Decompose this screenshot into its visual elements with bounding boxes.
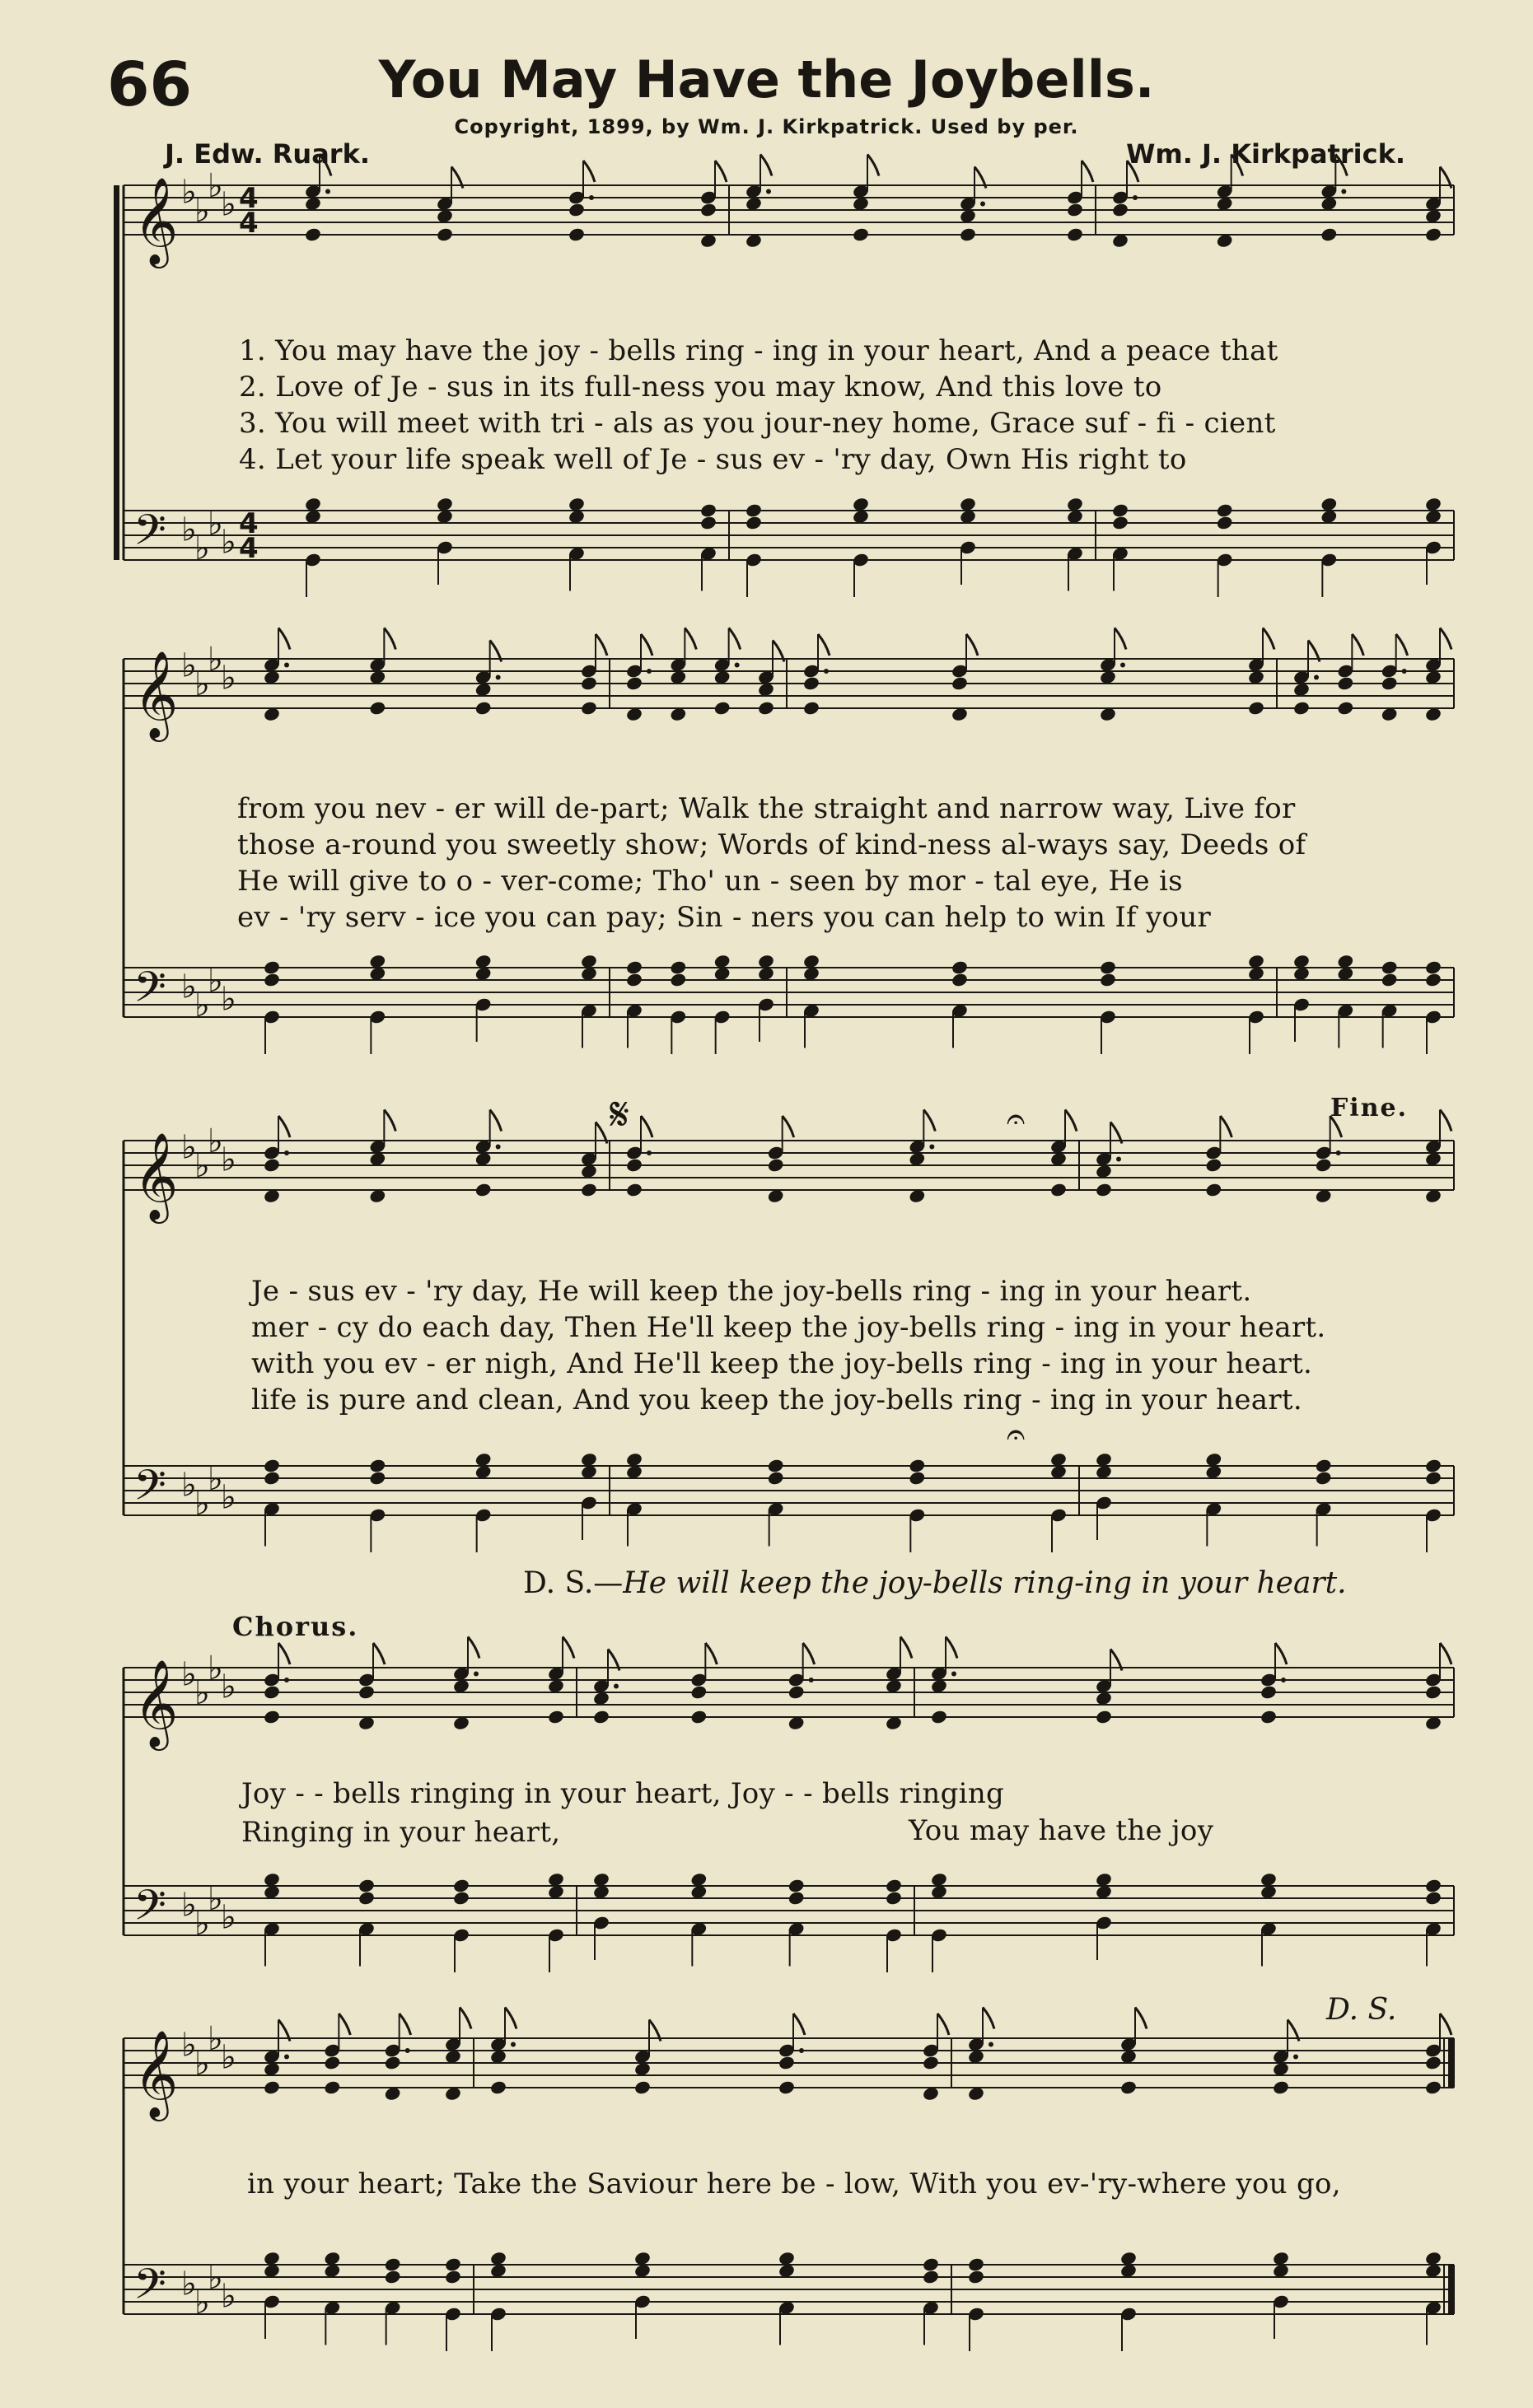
bass-clef-icon: 𝄢 <box>133 505 166 565</box>
note-head <box>699 515 717 530</box>
note-flag <box>818 634 830 656</box>
note-head <box>689 1684 708 1700</box>
dot-augmentation <box>1281 1678 1286 1682</box>
note-head <box>1424 959 1442 975</box>
note-head <box>951 959 969 975</box>
flat-sign-icon: ♭ <box>181 2265 197 2303</box>
note-head <box>745 502 763 518</box>
note-head <box>1424 226 1442 242</box>
lyric-verse4-line2: ev - 'ry serv - ice you can pay; Sin - ners you can help to win If your <box>237 901 1212 934</box>
dot-augmentation <box>929 1145 934 1150</box>
note-head <box>633 2079 652 2095</box>
note-head <box>922 2055 940 2070</box>
flat-sign-icon: ♭ <box>208 962 223 1000</box>
chorus-label: Chorus. <box>232 1611 359 1642</box>
dot-augmentation <box>799 2048 804 2053</box>
note-flag <box>641 634 652 656</box>
note-head <box>908 1458 926 1473</box>
note-head <box>625 675 643 691</box>
note-flag <box>384 628 395 650</box>
note-head <box>263 1470 281 1486</box>
dot-augmentation <box>766 189 771 194</box>
note-head <box>1424 1470 1442 1486</box>
note-flag <box>1440 1110 1451 1132</box>
note-head <box>669 959 687 975</box>
note-head <box>452 1878 470 1893</box>
note-head <box>1099 959 1117 975</box>
ds-prefix: D. S.— <box>523 1566 624 1600</box>
flat-sign-icon: ♭ <box>221 659 236 698</box>
note-flag <box>760 155 772 176</box>
note-head <box>1216 502 1234 518</box>
note-flag <box>400 2014 411 2035</box>
note-head <box>358 1878 376 1893</box>
note-head <box>951 675 969 691</box>
dot-augmentation <box>496 675 501 680</box>
note-flag <box>1263 628 1274 650</box>
note-head <box>930 1709 948 1724</box>
ds-instruction <box>523 1566 1347 1600</box>
flat-sign-icon: ♭ <box>194 1674 210 1712</box>
note-head <box>1424 2079 1442 2095</box>
bass-clef-icon: 𝄢 <box>133 1460 166 1520</box>
time-sig-top: 4 <box>239 507 259 540</box>
note-head <box>358 1890 376 1906</box>
note-flag <box>468 1637 479 1659</box>
note-head <box>263 1458 281 1473</box>
flat-sign-icon: ♭ <box>221 980 236 1019</box>
flat-sign-icon: ♭ <box>181 1886 197 1925</box>
chorus-soprano-lyric: Joy - - bells ringing in your heart, Joy - - bells ringing <box>241 1777 1005 1810</box>
dot-augmentation <box>1293 2055 1298 2060</box>
note-flag <box>983 2008 994 2029</box>
note-flag <box>563 1637 574 1659</box>
note-head <box>1292 700 1311 716</box>
note-head <box>384 2256 402 2272</box>
note-flag <box>373 1643 385 1664</box>
note-flag <box>490 1110 502 1132</box>
treble-clef-icon: 𝄞 <box>133 2029 179 2117</box>
chorus-lyric-line2: in your heart; Take the Saviour here be - low, With you ev-'ry-where you go, <box>247 2168 1341 2200</box>
dot-augmentation <box>647 669 652 674</box>
lyric-verse4-line1: 4. Let your life speak well of Je - sus ev - 'ry day, Own His right to <box>239 443 1187 476</box>
note-head <box>967 2256 985 2272</box>
note-head <box>1315 1157 1333 1173</box>
note-head <box>358 1684 376 1700</box>
note-head <box>922 2269 940 2284</box>
note-head <box>1066 226 1084 242</box>
dot-augmentation <box>496 1145 501 1150</box>
dot-augmentation <box>809 1678 814 1682</box>
note-head <box>922 2256 940 2272</box>
note-flag <box>793 2014 805 2035</box>
note-flag <box>729 628 741 650</box>
dot-augmentation <box>511 2042 516 2047</box>
note-head <box>908 1470 926 1486</box>
flat-sign-icon: ♭ <box>194 1905 210 1943</box>
note-head <box>580 700 598 716</box>
flat-sign-icon: ♭ <box>181 1466 197 1505</box>
lyric-verse1-line3: Je - sus ev - 'ry day, He will keep the joy-bells ring - ing in your heart. <box>251 1275 1252 1308</box>
ds-lyric: He will keep the joy-bells ring-ing in your heart. <box>623 1566 1347 1600</box>
note-flag <box>1396 634 1408 656</box>
note-flag <box>1232 155 1243 176</box>
time-sig-bottom: 4 <box>239 207 259 240</box>
note-head <box>489 2079 507 2095</box>
note-flag <box>783 1116 794 1137</box>
note-head <box>1111 202 1129 217</box>
chorus-alto-lyric: Ringing in your heart, <box>241 1816 561 1849</box>
note-head <box>802 675 820 691</box>
note-head <box>436 226 454 242</box>
dot-augmentation <box>284 663 289 668</box>
flat-sign-icon: ♭ <box>194 530 210 567</box>
lyric-verse1-line1: 1. You may have the joy - bells ring - ing in your heart, And a peace that <box>239 334 1278 367</box>
note-head <box>1381 959 1399 975</box>
note-head <box>788 1890 806 1906</box>
note-head <box>474 700 493 716</box>
note-head <box>580 675 598 691</box>
treble-clef-icon: 𝄞 <box>133 650 179 738</box>
flat-sign-icon: ♭ <box>221 1478 236 1517</box>
note-head <box>547 1709 565 1724</box>
note-flag <box>966 634 978 656</box>
flat-sign-icon: ♭ <box>181 968 197 1006</box>
dot-augmentation <box>284 1678 289 1682</box>
ds-end-marker: D. S. <box>1326 1993 1397 2027</box>
dot-augmentation <box>1133 195 1138 200</box>
dot-augmentation <box>647 1150 652 1155</box>
flat-sign-icon: ♭ <box>208 2259 223 2297</box>
bass-clef-icon: 𝄢 <box>133 962 166 1022</box>
note-head <box>1424 972 1442 987</box>
flat-sign-icon: ♭ <box>221 2277 236 2316</box>
flat-sign-icon: ♭ <box>194 1485 210 1523</box>
note-head <box>323 2079 341 2095</box>
note-head <box>713 700 731 716</box>
note-head <box>368 700 386 716</box>
page-number: 66 <box>107 49 192 120</box>
note-head <box>745 515 763 530</box>
flat-sign-icon: ♭ <box>181 2026 197 2065</box>
note-head <box>1336 675 1354 691</box>
note-head <box>568 226 586 242</box>
note-head <box>951 972 969 987</box>
note-head <box>625 1182 643 1197</box>
note-head <box>885 1890 903 1906</box>
note-flag <box>1275 1643 1287 1664</box>
flat-sign-icon: ♭ <box>208 1650 223 1687</box>
note-flag <box>1440 2014 1451 2035</box>
lyric-verse1-line2: from you nev - er will de-part; Walk the straight and narrow way, Live for <box>237 792 1296 825</box>
note-head <box>1424 1878 1442 1893</box>
note-flag <box>339 2014 350 2035</box>
note-head <box>368 1458 386 1473</box>
dot-augmentation <box>325 189 330 194</box>
flat-sign-icon: ♭ <box>194 2045 210 2083</box>
note-head <box>852 226 870 242</box>
note-head <box>1315 1470 1333 1486</box>
dot-augmentation <box>951 1672 956 1677</box>
note-head <box>1336 700 1354 716</box>
note-head <box>1066 202 1084 217</box>
flat-sign-icon: ♭ <box>208 1122 223 1160</box>
thick-bracket <box>114 185 119 560</box>
note-head <box>1111 515 1129 530</box>
note-flag <box>1135 2008 1147 2029</box>
note-flag <box>937 2014 949 2035</box>
note-head <box>444 2269 462 2284</box>
note-head <box>1381 675 1399 691</box>
flat-sign-icon: ♭ <box>221 2038 236 2077</box>
note-head <box>568 202 586 217</box>
flat-sign-icon: ♭ <box>208 505 223 543</box>
note-head <box>474 1182 493 1197</box>
note-head <box>323 2055 341 2070</box>
dot-augmentation <box>405 2048 410 2053</box>
note-flag <box>583 161 595 182</box>
note-head <box>1315 1458 1333 1473</box>
note-flag <box>278 1116 290 1137</box>
note-flag <box>596 634 607 656</box>
segno-icon: 𝄋 <box>610 1088 630 1141</box>
note-flag <box>705 1643 717 1664</box>
note-flag <box>867 155 879 176</box>
flat-sign-icon: ♭ <box>194 1147 210 1185</box>
note-head <box>1424 1890 1442 1906</box>
flat-sign-icon: ♭ <box>194 665 210 703</box>
note-head <box>669 972 687 987</box>
note-head <box>1381 972 1399 987</box>
note-head <box>699 502 717 518</box>
flat-sign-icon: ♭ <box>221 1898 236 1937</box>
time-sig-bottom: 4 <box>239 532 259 565</box>
note-head <box>1204 1182 1222 1197</box>
dot-augmentation <box>824 669 829 674</box>
note-flag <box>923 1110 935 1132</box>
note-head <box>788 1878 806 1893</box>
note-head <box>1424 1684 1442 1700</box>
note-head <box>1272 2079 1290 2095</box>
note-head <box>263 1684 281 1700</box>
note-flag <box>1352 634 1363 656</box>
note-head <box>778 2079 796 2095</box>
note-head <box>1260 1709 1278 1724</box>
note-flag <box>1115 628 1126 650</box>
flat-sign-icon: ♭ <box>208 167 223 205</box>
note-flag <box>685 628 696 650</box>
note-head <box>1099 972 1117 987</box>
note-flag <box>505 2008 516 2029</box>
note-head <box>1320 226 1338 242</box>
note-head <box>1049 1182 1068 1197</box>
note-flag <box>1440 1643 1451 1664</box>
note-head <box>625 959 643 975</box>
note-flag <box>1220 1116 1232 1137</box>
note-head <box>263 972 281 987</box>
author-credit: J. Edw. Ruark. <box>165 138 371 170</box>
dot-augmentation <box>1314 675 1319 680</box>
note-flag <box>1065 1110 1077 1132</box>
note-head <box>263 2079 281 2095</box>
flat-sign-icon: ♭ <box>181 646 197 685</box>
flat-sign-icon: ♭ <box>181 1128 197 1167</box>
note-head <box>967 2269 985 2284</box>
flat-sign-icon: ♭ <box>208 2020 223 2058</box>
dot-augmentation <box>980 202 985 207</box>
note-flag <box>715 161 727 182</box>
note-flag <box>460 2008 471 2029</box>
treble-clef-icon: 𝄞 <box>133 1659 179 1747</box>
flat-sign-icon: ♭ <box>194 192 210 230</box>
note-flag <box>641 1116 652 1137</box>
note-head <box>699 202 717 217</box>
note-head <box>592 1709 610 1724</box>
lyric-verse2-line3: mer - cy do each day, Then He'll keep the joy-bells ring - ing in your heart. <box>251 1311 1326 1344</box>
fermata-icon: 𝄐 <box>1007 1100 1026 1138</box>
note-head <box>625 972 643 987</box>
note-head <box>788 1684 806 1700</box>
lyric-verse3-line1: 3. You will meet with tri - als as you jour-ney home, Grace suf - fi - cient <box>239 407 1276 440</box>
note-head <box>689 1709 708 1724</box>
flat-sign-icon: ♭ <box>181 1655 197 1694</box>
note-head <box>1119 2079 1138 2095</box>
note-head <box>580 1182 598 1197</box>
note-flag <box>1127 161 1138 182</box>
fine-marker: Fine. <box>1330 1094 1409 1122</box>
lyric-verse2-line1: 2. Love of Je - sus in its full-ness you may know, And this love to <box>239 371 1162 404</box>
note-head <box>767 1157 785 1173</box>
flat-sign-icon: ♭ <box>221 523 236 562</box>
note-head <box>1111 502 1129 518</box>
flat-sign-icon: ♭ <box>194 987 210 1024</box>
note-flag <box>278 628 290 650</box>
flat-sign-icon: ♭ <box>221 1141 236 1179</box>
note-head <box>263 959 281 975</box>
note-flag <box>946 1637 957 1659</box>
note-head <box>444 2256 462 2272</box>
bass-clef-icon: 𝄢 <box>133 1880 166 1940</box>
bass-clef-icon: 𝄢 <box>133 2259 166 2319</box>
note-head <box>452 1890 470 1906</box>
flat-sign-icon: ♭ <box>181 511 197 549</box>
time-sig-top: 4 <box>239 182 259 215</box>
note-head <box>1095 1709 1113 1724</box>
note-head <box>959 226 977 242</box>
copyright-line: Copyright, 1899, by Wm. J. Kirkpatrick. Used by per. <box>454 115 1079 138</box>
flat-sign-icon: ♭ <box>208 1880 223 1918</box>
dot-augmentation <box>1116 1157 1121 1162</box>
note-head <box>1247 700 1265 716</box>
note-head <box>1204 1157 1222 1173</box>
composer-credit: Wm. J. Kirkpatrick. <box>1126 138 1405 170</box>
lyric-verse3-line3: with you ev - er nigh, And He'll keep the joy-bells ring - ing in your heart. <box>251 1347 1313 1380</box>
note-head <box>767 1458 785 1473</box>
note-flag <box>803 1643 815 1664</box>
flat-sign-icon: ♭ <box>208 1460 223 1498</box>
note-flag <box>384 1110 395 1132</box>
note-head <box>368 1470 386 1486</box>
note-head <box>757 700 775 716</box>
lyric-verse3-line2: He will give to o - ver-come; Tho' un - seen by mor - tal eye, He is <box>237 865 1183 898</box>
note-flag <box>278 1643 290 1664</box>
dot-augmentation <box>614 1684 619 1689</box>
note-head <box>1424 1458 1442 1473</box>
dot-augmentation <box>284 1150 289 1155</box>
note-flag <box>900 1637 912 1659</box>
note-head <box>1260 1684 1278 1700</box>
treble-clef-icon: 𝄞 <box>133 176 179 264</box>
treble-clef-icon: 𝄞 <box>133 1132 179 1220</box>
note-head <box>263 1157 281 1173</box>
dot-augmentation <box>589 195 594 200</box>
flat-sign-icon: ♭ <box>194 2284 210 2322</box>
note-flag <box>1440 628 1451 650</box>
note-flag <box>320 155 331 176</box>
note-head <box>1095 1182 1113 1197</box>
dot-augmentation <box>474 1672 479 1677</box>
dot-augmentation <box>735 663 740 668</box>
note-head <box>384 2269 402 2284</box>
dot-augmentation <box>1341 189 1346 194</box>
note-head <box>802 700 820 716</box>
note-head <box>1216 515 1234 530</box>
chorus-alto-lyric-b: You may have the joy <box>909 1814 1214 1847</box>
note-flag <box>1335 155 1347 176</box>
note-head <box>1424 2055 1442 2070</box>
note-head <box>263 1709 281 1724</box>
note-head <box>767 1470 785 1486</box>
note-flag <box>1082 161 1093 182</box>
dot-augmentation <box>989 2042 993 2047</box>
note-head <box>778 2055 796 2070</box>
note-head <box>304 226 322 242</box>
flat-sign-icon: ♭ <box>208 641 223 679</box>
lyric-verse2-line2: those a-round you sweetly show; Words of kind-ness al-ways say, Deeds of <box>237 828 1306 861</box>
note-head <box>625 1157 643 1173</box>
dot-augmentation <box>1336 1150 1341 1155</box>
note-head <box>384 2055 402 2070</box>
flat-sign-icon: ♭ <box>221 1668 236 1706</box>
fermata-icon: 𝄐 <box>1007 1416 1026 1454</box>
flat-sign-icon: ♭ <box>181 173 197 212</box>
dot-augmentation <box>1402 669 1407 674</box>
flat-sign-icon: ♭ <box>221 185 236 224</box>
dot-augmentation <box>284 2055 289 2060</box>
hymn-title: You May Have the Joybells. <box>378 49 1155 110</box>
dot-augmentation <box>1120 663 1125 668</box>
note-head <box>885 1878 903 1893</box>
lyric-verse4-line3: life is pure and clean, And you keep the joy-bells ring - ing in your heart. <box>251 1384 1302 1416</box>
